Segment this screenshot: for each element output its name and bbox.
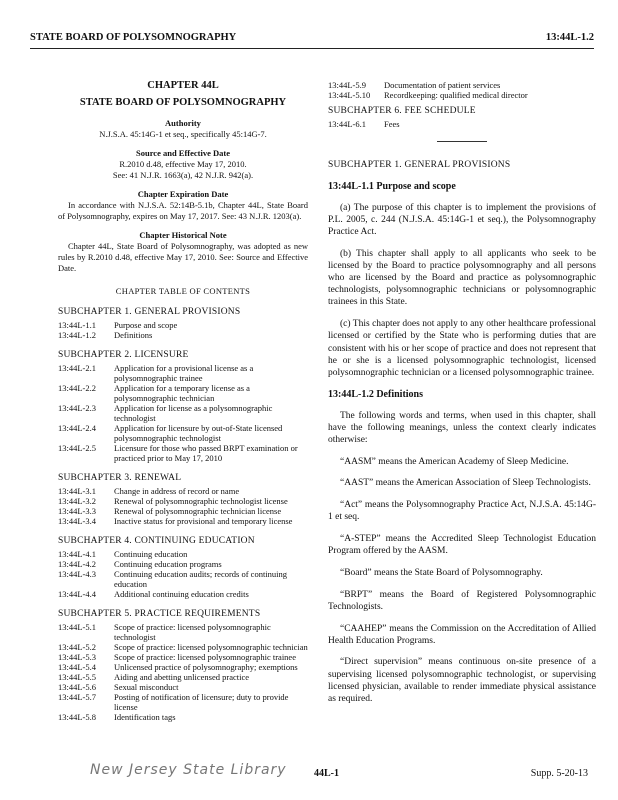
toc-entry bbox=[58, 692, 308, 712]
toc-entry-number: 13:44L-2.5 bbox=[58, 443, 97, 453]
toc-entry bbox=[328, 119, 596, 129]
supplement-date: Supp. 5-20-13 bbox=[530, 768, 588, 779]
toc-entry-number: 13:44L-1.2 bbox=[58, 330, 97, 340]
toc-entry bbox=[58, 569, 308, 589]
toc-heading: CHAPTER TABLE OF CONTENTS bbox=[115, 286, 251, 296]
toc-entry-number: 13:44L-3.4 bbox=[58, 516, 97, 526]
toc-entry-title: Purpose and scope bbox=[114, 320, 178, 330]
toc-entry bbox=[58, 642, 308, 652]
expiration-heading: Chapter Expiration Date bbox=[137, 189, 229, 199]
toc-subchapter-3: SUBCHAPTER 3. RENEWAL bbox=[58, 473, 182, 483]
toc-subchapter-2: SUBCHAPTER 2. LICENSURE bbox=[58, 350, 189, 360]
toc-entry-number: 13:44L-5.6 bbox=[58, 682, 97, 692]
toc-entry-number: 13:44L-2.4 bbox=[58, 423, 97, 433]
toc-subchapter-4: SUBCHAPTER 4. CONTINUING EDUCATION bbox=[58, 536, 255, 546]
section-1-1-heading: 13:44L-1.1 Purpose and scope bbox=[328, 181, 456, 192]
toc-entry-number: 13:44L-5.1 bbox=[58, 622, 97, 632]
toc-entry-number: 13:44L-5.2 bbox=[58, 642, 97, 652]
definition: “Board” means the State Board of Polysomnography. bbox=[340, 567, 543, 578]
header-section: 13:44L-1.2 bbox=[545, 32, 594, 43]
source-line-1: R.2010 d.48, effective May 17, 2010. bbox=[119, 159, 247, 169]
toc-entry bbox=[58, 363, 308, 383]
toc-entry-number: 13:44L-2.2 bbox=[58, 383, 97, 393]
toc-entry-number: 13:44L-5.9 bbox=[328, 80, 367, 90]
chapter-title: STATE BOARD OF POLYSOMNOGRAPHY bbox=[79, 97, 287, 108]
toc-entry-title: Definitions bbox=[114, 330, 153, 340]
toc-entry-title: Renewal of polysomnographic technician license bbox=[114, 506, 282, 516]
toc-entry-number: 13:44L-4.1 bbox=[58, 549, 97, 559]
toc-list-5 bbox=[58, 622, 308, 722]
toc-subchapter-6: SUBCHAPTER 6. FEE SCHEDULE bbox=[328, 106, 476, 116]
expiration-text: In accordance with N.J.S.A. 52:14B-5.1b, Chapter 44L, State Board of Polysomnography, expires on May 17, 2017. See: 43 N.J.R. 1203(a). bbox=[58, 200, 308, 221]
toc-entry bbox=[58, 383, 308, 403]
toc-entry-title: Application for license as a polysomnographic technologist bbox=[114, 403, 273, 423]
chapter-number: CHAPTER 44L bbox=[147, 80, 219, 91]
definition: “Act” means the Polysomnography Practice Act, N.J.S.A. 45:14G-1 et seq. bbox=[328, 500, 596, 523]
toc-entry-title: Identification tags bbox=[114, 712, 176, 722]
toc-entry-title: Change in address of record or name bbox=[114, 486, 240, 496]
history-text: Chapter 44L, State Board of Polysomnography, was adopted as new rules by R.2010 d.48, effective May 17, 2010. See: Source and Effective Date. bbox=[58, 241, 308, 273]
toc-subchapter-5: SUBCHAPTER 5. PRACTICE REQUIREMENTS bbox=[58, 609, 261, 619]
toc-list-4 bbox=[58, 549, 308, 599]
toc-entry-number: 13:44L-2.1 bbox=[58, 363, 97, 373]
subchapter-1-title: SUBCHAPTER 1. GENERAL PROVISIONS bbox=[328, 160, 511, 170]
section-1-1-c: (c) This chapter does not apply to any other healthcare professional licensed or certified by the State who is performing duties that are consistent with his or her scope of practice and does not represent that he or she is a licensed polysomnographic technologist, licensed polysomnographic technician or a licensed polysomnographic trainee. bbox=[328, 319, 596, 378]
definition: “A-STEP” means the Accredited Sleep Technologist Education Program offered by the AASM. bbox=[328, 534, 596, 557]
authority-heading: Authority bbox=[165, 118, 201, 128]
toc-list-2 bbox=[58, 363, 308, 463]
definition: “AASM” means the American Academy of Sleep Medicine. bbox=[340, 456, 569, 467]
right-column bbox=[328, 80, 596, 714]
toc-entry bbox=[58, 622, 308, 642]
toc-entry-title: Application for a provisional license as a polysomnographic trainee bbox=[114, 363, 254, 383]
toc-entry-number: 13:44L-3.1 bbox=[58, 486, 97, 496]
toc-entry-title: Continuing education audits; records of continuing education bbox=[114, 569, 288, 589]
toc-entry bbox=[58, 403, 308, 423]
library-watermark: New Jersey State Library bbox=[90, 762, 287, 778]
definition: “CAAHEP” means the Commission on the Accreditation of Allied Health Education Programs. bbox=[328, 623, 596, 646]
toc-entry bbox=[58, 712, 308, 722]
toc-entry bbox=[58, 652, 308, 662]
toc-entry-title: Documentation of patient services bbox=[384, 80, 501, 90]
toc-entry-number: 13:44L-4.2 bbox=[58, 559, 97, 569]
toc-entry-title: Additional continuing education credits bbox=[114, 589, 249, 599]
toc-entry-number: 13:44L-1.1 bbox=[58, 320, 97, 330]
authority-text: N.J.S.A. 45:14G-1 et seq., specifically 45:14G-7. bbox=[99, 129, 267, 139]
toc-entry bbox=[58, 443, 308, 463]
toc-entry-title: Recordkeeping: qualified medical director bbox=[384, 90, 528, 100]
toc-entry-title: Application for licensure by out-of-State licensed polysomnographic technologist bbox=[114, 423, 283, 443]
section-1-1-a: (a) The purpose of this chapter is to implement the provisions of P.L. 2005, c. 244 (N.J.S.A. 45:14G-1 et seq.), the Polysomnography Practice Act. bbox=[328, 202, 596, 237]
toc-entry bbox=[328, 80, 596, 90]
toc-entry-number: 13:44L-5.8 bbox=[58, 712, 97, 722]
toc-entry bbox=[58, 672, 308, 682]
left-column bbox=[58, 62, 308, 722]
toc-entry bbox=[58, 506, 308, 516]
header-title: STATE BOARD OF POLYSOMNOGRAPHY bbox=[30, 32, 237, 43]
toc-entry bbox=[58, 423, 308, 443]
toc-entry-number: 13:44L-2.3 bbox=[58, 403, 97, 413]
source-heading: Source and Effective Date bbox=[135, 148, 231, 158]
toc-list-3 bbox=[58, 486, 308, 526]
toc-entry bbox=[58, 486, 308, 496]
page-number: 44L-1 bbox=[314, 768, 339, 779]
toc-entry bbox=[58, 662, 308, 672]
toc-entry-title: Fees bbox=[384, 119, 400, 129]
history-heading: Chapter Historical Note bbox=[139, 230, 227, 240]
toc-entry-title: Scope of practice: licensed polysomnographic technician bbox=[114, 642, 308, 652]
toc-entry-title: Posting of notification of licensure; duty to provide license bbox=[114, 692, 289, 712]
section-1-2-heading: 13:44L-1.2 Definitions bbox=[328, 389, 423, 401]
toc-entry-title: Scope of practice: licensed polysomnographic technologist bbox=[114, 622, 271, 642]
definitions-list bbox=[328, 456, 596, 706]
toc-entry-number: 13:44L-6.1 bbox=[328, 119, 367, 129]
toc-entry bbox=[58, 589, 308, 599]
running-header bbox=[30, 32, 594, 49]
toc-entry-number: 13:44L-4.3 bbox=[58, 569, 97, 579]
toc-entry-title: Licensure for those who passed BRPT examination or practiced prior to May 17, 2010 bbox=[114, 443, 298, 463]
toc-entry bbox=[58, 330, 308, 340]
toc-entry bbox=[58, 496, 308, 506]
toc-entry-number: 13:44L-5.3 bbox=[58, 652, 97, 662]
toc-entry-number: 13:44L-5.7 bbox=[58, 692, 97, 702]
toc-entry bbox=[58, 320, 308, 330]
toc-entry-number: 13:44L-3.2 bbox=[58, 496, 97, 506]
toc-entry-title: Continuing education bbox=[114, 549, 188, 559]
source-line-2: See: 41 N.J.R. 1663(a), 42 N.J.R. 942(a). bbox=[112, 170, 254, 180]
definition: “AAST” means the American Association of Sleep Technologists. bbox=[340, 478, 591, 489]
definition: “BRPT” means the Board of Registered Polysomnographic Technologists. bbox=[328, 589, 596, 612]
toc-entry bbox=[58, 549, 308, 559]
toc-list-1 bbox=[58, 320, 308, 340]
toc-entry-title: Continuing education programs bbox=[114, 559, 222, 569]
toc-entry-title: Renewal of polysomnographic technologist license bbox=[114, 496, 288, 506]
toc-entry-number: 13:44L-5.4 bbox=[58, 662, 97, 672]
toc-entry-title: Inactive status for provisional and temporary license bbox=[114, 516, 293, 526]
toc-entry-number: 13:44L-3.3 bbox=[58, 506, 97, 516]
toc-subchapter-1: SUBCHAPTER 1. GENERAL PROVISIONS bbox=[58, 307, 241, 317]
toc-entry-title: Sexual misconduct bbox=[114, 682, 179, 692]
toc-entry bbox=[328, 90, 596, 100]
toc-entry-title: Scope of practice: licensed polysomnographic trainee bbox=[114, 652, 296, 662]
toc-list-5-cont bbox=[328, 80, 596, 100]
toc-entry bbox=[58, 559, 308, 569]
definition: “Direct supervision” means continuous on-site presence of a supervising licensed polysomnographic technologist, or supervising licensed physician, available to render immediate physical assistance as required. bbox=[328, 657, 596, 705]
toc-entry-number: 13:44L-5.5 bbox=[58, 672, 97, 682]
toc-entry bbox=[58, 516, 308, 526]
toc-entry bbox=[58, 682, 308, 692]
section-divider bbox=[437, 141, 487, 142]
toc-entry-title: Unlicensed practice of polysomnography; exemptions bbox=[114, 662, 298, 672]
section-1-2-intro: The following words and terms, when used in this chapter, shall have the following meanings, unless the context clearly indicates otherwise: bbox=[328, 410, 596, 446]
toc-entry-title: Application for a temporary license as a polysomnographic technician bbox=[114, 383, 250, 403]
toc-entry-title: Aiding and abetting unlicensed practice bbox=[114, 672, 250, 682]
toc-list-6 bbox=[328, 119, 596, 129]
toc-entry-number: 13:44L-4.4 bbox=[58, 589, 97, 599]
section-1-1-b: (b) This chapter shall apply to all applicants who seek to be licensed by the Board to practice polysomnography and all persons who are licensed by the Board and practice as polysomnographic technologists, polysomnographic technicians or polysomnographic trainees in this State. bbox=[328, 248, 596, 308]
toc-entry-number: 13:44L-5.10 bbox=[328, 90, 371, 100]
